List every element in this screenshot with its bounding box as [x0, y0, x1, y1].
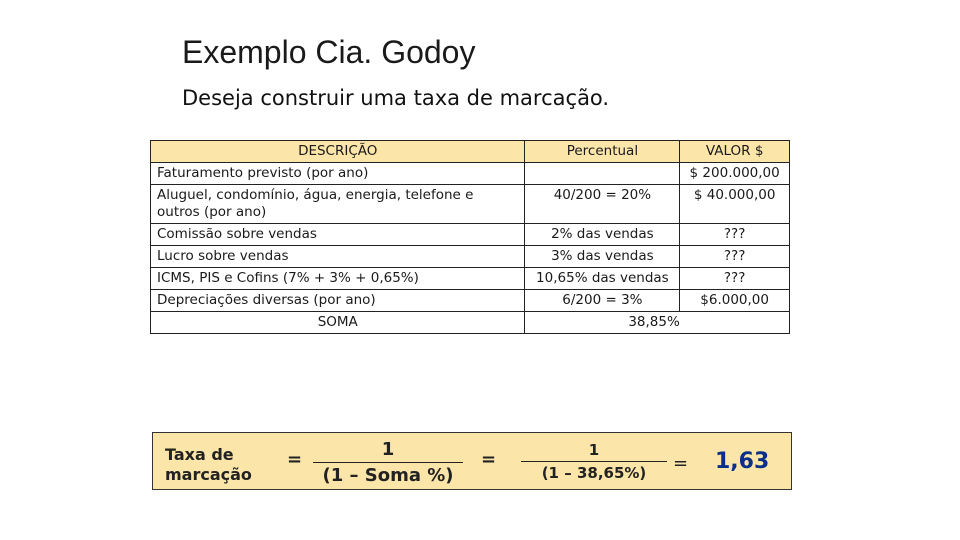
row-pct: 6/200 = 3% [525, 290, 680, 312]
soma-value: 38,85% [525, 312, 680, 334]
row-desc: Lucro sobre vendas [151, 246, 525, 268]
markup-table [150, 140, 790, 334]
header-descricao: DESCRIÇÃO [151, 141, 525, 163]
row-pct: 3% das vendas [525, 246, 680, 268]
equals-sign: = [673, 453, 689, 474]
formula-label-line1: Taxa de [165, 445, 234, 464]
row-desc: ICMS, PIS e Cofins (7% + 3% + 0,65%) [151, 268, 525, 290]
slide-subtitle: Deseja construir uma taxa de marcação. [182, 86, 610, 110]
table-row [151, 185, 790, 224]
row-pct: 40/200 = 20% [525, 185, 680, 224]
row-desc: Faturamento previsto (por ano) [151, 163, 525, 185]
row-desc: Aluguel, condomínio, água, energia, telefone e outros (por ano) [151, 185, 525, 224]
row-desc: Comissão sobre vendas [151, 224, 525, 246]
row-pct: 10,65% das vendas [525, 268, 680, 290]
slide-title: Exemplo Cia. Godoy [182, 34, 476, 70]
markup-rate-formula-box [152, 432, 792, 490]
table-row [151, 268, 790, 290]
row-val: $6.000,00 [680, 290, 790, 312]
formula-label [165, 445, 252, 485]
fraction-numerator: 1 [521, 441, 667, 462]
table-row [151, 163, 790, 185]
row-val: ??? [680, 224, 790, 246]
formula-label-line2: marcação [165, 465, 252, 484]
table-row [151, 246, 790, 268]
soma-row [151, 312, 790, 334]
equals-sign: = [481, 449, 497, 470]
fraction-numerator: 1 [313, 439, 463, 463]
row-pct: 2% das vendas [525, 224, 680, 246]
fraction-denominator: (1 – Soma %) [322, 465, 454, 486]
fraction-denominator: (1 – 38,65%) [541, 464, 647, 482]
row-desc: Depreciações diversas (por ano) [151, 290, 525, 312]
equals-sign: = [287, 449, 303, 470]
numeric-fraction [521, 441, 667, 482]
row-val: $ 200.000,00 [680, 163, 790, 185]
row-val: ??? [680, 246, 790, 268]
table-row [151, 224, 790, 246]
soma-empty-cell [680, 312, 790, 334]
header-percentual: Percentual [525, 141, 680, 163]
table-row [151, 290, 790, 312]
formula-fraction [313, 439, 463, 486]
markup-rate-result: 1,63 [715, 449, 770, 474]
row-pct [525, 163, 680, 185]
soma-label: SOMA [151, 312, 525, 334]
row-val: $ 40.000,00 [680, 185, 790, 224]
table-header-row [151, 141, 790, 163]
row-val: ??? [680, 268, 790, 290]
header-valor: VALOR $ [680, 141, 790, 163]
